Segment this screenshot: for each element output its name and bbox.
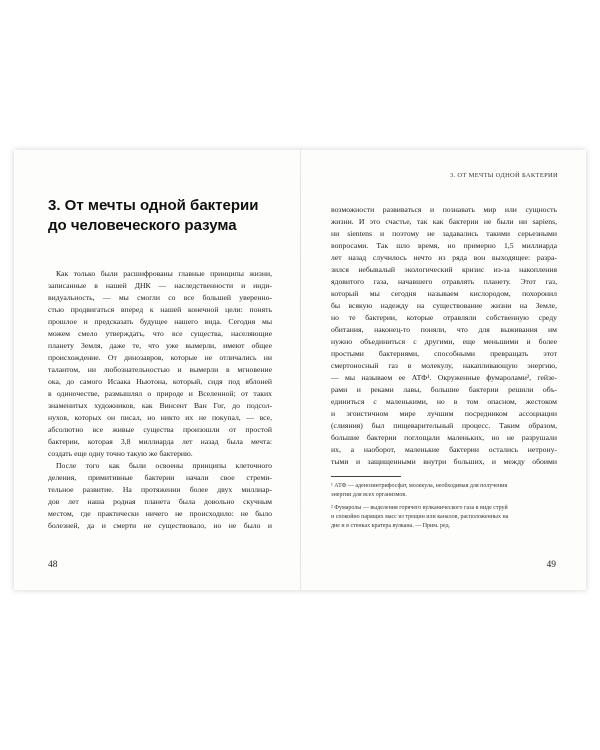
text-line: нужно объединиться с другими, еще меньшими и более bbox=[331, 337, 557, 346]
text-line: единиться с маленькими, но в том опасном, жестоком bbox=[331, 397, 557, 406]
text-line: который мы сегодня называем кислородом, похоронил bbox=[331, 289, 557, 298]
text-line: записанные в нашей ДНК — наследственности и инди- bbox=[48, 281, 272, 290]
text-line: — мы называем ее АТФ¹. Окруженные фумаролами², гейзе- bbox=[331, 373, 557, 382]
text-line: ни sientens и поэтому не задавались такими серьезными bbox=[331, 229, 557, 238]
text-line: вопросами. Так шло время, но примерно 1,5 миллиарда bbox=[331, 241, 557, 250]
text-line: абсолютно все живые существа произошли от простой bbox=[48, 425, 272, 434]
text-line: обитания, наконец-то поняли, что для выживания им bbox=[331, 325, 557, 334]
text-line: в одиночестве, размышлял о природе и Вселенной; от таких bbox=[48, 389, 272, 398]
text-line: бы всякую надежду на существование жизни на Земле, bbox=[331, 301, 557, 310]
left-page bbox=[14, 150, 300, 590]
text-line: знаменитых художников, как Винсент Ван Гог, до подсол- bbox=[48, 401, 272, 410]
text-line: деления, примитивные бактерии начали свое стреми- bbox=[48, 473, 272, 482]
page-number-left: 48 bbox=[48, 560, 58, 570]
footnote-line: ² Фумаролы — выделения горячего вулканического газа в виде струй bbox=[331, 505, 508, 511]
footnote-line: ¹ АТФ — аденозинтрифосфат, молекула, необходимая для получения bbox=[331, 483, 508, 489]
text-line: можем смело утверждать, что все существа, населяющие bbox=[48, 329, 272, 338]
footnote-divider bbox=[331, 476, 401, 477]
text-line: простыми бактериями, способными превращать этот bbox=[331, 349, 557, 358]
text-line: стью продвигаться вперед к нашей конечной цели: понять bbox=[48, 305, 272, 314]
text-line: (слияния) был пищеварительный процесс. Таким образом, bbox=[331, 421, 557, 430]
text-line: ока, до самого Исаака Ньютона, который, сидя под яблоней bbox=[48, 377, 272, 386]
text-line: смертоносный газ в молекулу, накапливающую энергию, bbox=[331, 361, 557, 370]
text-line: тельное развитие. На протяжении более двух миллиар- bbox=[48, 485, 272, 494]
text-line: и эгоистичном мире лучшим посредником ассоциации bbox=[331, 409, 557, 418]
text-line: лет назад случилось нечто из ряда вон выходящее: разра- bbox=[331, 253, 557, 262]
left-body-text bbox=[48, 268, 272, 532]
footnote-line: дне и в стенках кратера вулкана. — Прим. ред. bbox=[331, 523, 451, 529]
footnote bbox=[331, 482, 557, 500]
running-head: 3. ОТ МЕЧТЫ ОДНОЙ БАКТЕРИИ bbox=[450, 172, 558, 179]
text-line: жизни. И это счастье, так как бактерии не были ни sapiens, bbox=[331, 217, 557, 226]
footnote-line: и спокойно парящих масс из трещин или каналов, расположенных на bbox=[331, 514, 509, 520]
text-line: бактерии, которая 3,8 миллиарда лет назад была мечта: bbox=[48, 437, 272, 446]
text-line: возможности развиваться и познавать мир или сущность bbox=[331, 205, 557, 214]
text-line: планету Земля, даже те, что уже вымерли, имеют общее bbox=[48, 341, 272, 350]
text-line: Как только были расшифрованы главные принципы жизни, bbox=[56, 269, 272, 278]
text-line: тыми и защищенными внутри больших, и между обоими bbox=[331, 457, 557, 466]
text-line: ядовитого газа, начавшего отравлять планету. Этот газ, bbox=[331, 277, 557, 286]
text-line: создать еще одну точно такую же бактерию. bbox=[48, 449, 193, 458]
footnote-line: энергии для всех организмов. bbox=[331, 492, 407, 498]
chapter-title-line: 3. От мечты одной бактерии bbox=[48, 197, 259, 214]
chapter-title bbox=[48, 196, 278, 236]
text-line: рами и реками лавы, большие бактерии решили объ- bbox=[331, 385, 557, 394]
footnotes bbox=[331, 482, 557, 535]
right-body-text bbox=[331, 204, 557, 468]
text-line: прошлое и предсказать будущее нашего вида. Сегодня мы bbox=[48, 317, 272, 326]
book-spread bbox=[14, 150, 586, 590]
chapter-title-line: до человеческого разума bbox=[48, 217, 237, 234]
text-line: местом, где практически ничего не происходило: не было bbox=[48, 509, 272, 518]
text-line: их, а наоборот, маленькие бактерии остались нетрону- bbox=[331, 445, 557, 454]
right-page bbox=[301, 150, 586, 590]
text-line: зился небывалый экологический кризис из-за накопления bbox=[331, 265, 557, 274]
page-number-right: 49 bbox=[546, 560, 556, 570]
text-line: болезней, да и смерти не существовало, но не было и bbox=[48, 521, 272, 530]
footnote bbox=[331, 504, 557, 531]
text-line: талантом, ни любознательностью и вымерли в мгновение bbox=[48, 365, 272, 374]
text-line: нухов, которых он писал, но никто их не покупал, — все, bbox=[48, 413, 272, 422]
text-line: большие бактерии поглощали маленьких, но не разрушали bbox=[331, 433, 557, 442]
text-line: видуальность, — мы смогли со все большей уверенно- bbox=[48, 293, 272, 302]
text-line: дов лет наша родная планета была довольно скучным bbox=[48, 497, 272, 506]
text-line: После того как были освоены принципы клеточного bbox=[56, 461, 272, 470]
text-line: но те бактерии, которые отравляли собственную среду bbox=[331, 313, 557, 322]
text-line: происхождение. От динозавров, которые не отличались ни bbox=[48, 353, 272, 362]
